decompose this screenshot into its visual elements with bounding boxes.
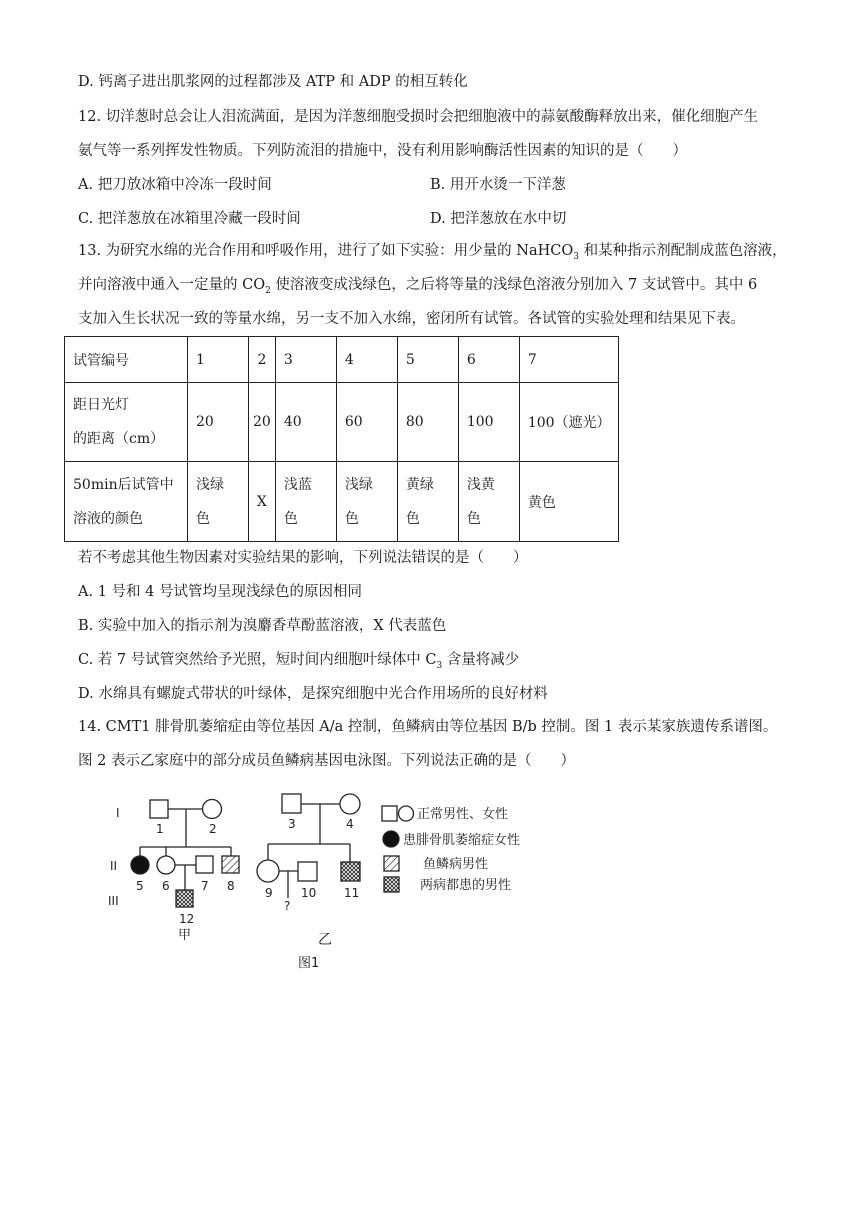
label-6: 6 xyxy=(162,879,170,893)
label-3: 3 xyxy=(288,817,296,831)
table-cell: X xyxy=(249,462,276,542)
individual-7-male xyxy=(196,856,213,873)
table-cell: 20 xyxy=(249,383,276,462)
label-2: 2 xyxy=(209,822,217,836)
legend-normal-text: 正常男性、女性 xyxy=(417,807,509,822)
individual-4-female xyxy=(340,794,360,814)
label-12: 12 xyxy=(179,912,195,926)
label-8: 8 xyxy=(227,879,235,893)
individual-2-female xyxy=(203,800,222,819)
q13-stem-line-2: 并向溶液中通入一定量的 $CO_2$ 使溶液变成浅绿色，之后将等量的浅绿色溶液分别加入 7 支试管中。其中 6 xyxy=(78,277,758,296)
individual-6-female xyxy=(157,856,175,874)
label-4: 4 xyxy=(346,817,354,831)
q11-option-d: D. 钙离子进出肌浆网的过程都涉及 ATP 和 ADP 的相互转化 xyxy=(78,74,468,90)
label-unknown: ? xyxy=(284,899,291,913)
table-cell: 4 xyxy=(336,337,397,383)
experiment-table xyxy=(64,336,619,542)
table-cell: 60 xyxy=(336,383,397,462)
table-cell: 浅绿 色 xyxy=(336,462,397,542)
table-cell: 浅黄 色 xyxy=(458,462,519,542)
legend-affected-female-text: 患腓骨肌萎缩症女性 xyxy=(403,833,521,848)
family-b-label: 乙 xyxy=(318,932,332,948)
legend-both-diseases-male-icon xyxy=(384,877,399,892)
label-5: 5 xyxy=(136,879,144,893)
q12-option-a: A. 把刀放冰箱中冷冻一段时间 xyxy=(78,177,272,193)
legend-ichthyosis-male-icon xyxy=(384,856,399,871)
table-row-tube-number xyxy=(65,337,619,383)
q12-stem-line-2: 氨气等一系列挥发性物质。下列防流泪的措施中，没有利用影响酶活性因素的知识的是（ ） xyxy=(78,143,687,159)
individual-9-female xyxy=(257,860,279,882)
q12-stem-line-1: 12. 切洋葱时总会让人泪流满面，是因为洋葱细胞受损时会把细胞液中的蒜氨酸酶释放出来，催化细胞产生 xyxy=(78,109,759,125)
table-cell: 20 xyxy=(188,383,249,462)
legend-ichthyosis-male-text: 鱼鳞病男性 xyxy=(423,857,489,872)
generation-label-1: I xyxy=(116,806,120,820)
table-cell: 40 xyxy=(275,383,336,462)
q13-question: 若不考虑其他生物因素对实验结果的影响，下列说法错误的是（ ） xyxy=(78,550,528,566)
table-cell: 6 xyxy=(458,337,519,383)
individual-10-male xyxy=(298,862,317,881)
legend-both-diseases-text: 两病都患的男性 xyxy=(420,878,512,893)
q13-option-a: A. 1 号和 4 号试管均呈现浅绿色的原因相同 xyxy=(78,584,362,600)
q13-option-b: B. 实验中加入的指示剂为溴麝香草酚蓝溶液，X 代表蓝色 xyxy=(78,618,447,634)
legend-affected-female-icon xyxy=(383,831,399,847)
pedigree-figure xyxy=(100,786,560,972)
table-cell: 黄绿 色 xyxy=(397,462,458,542)
table-cell: 7 xyxy=(519,337,618,383)
label-11: 11 xyxy=(344,886,360,900)
table-header-tube-number: 试管编号 xyxy=(65,337,188,383)
table-cell: 100（遮光） xyxy=(519,383,618,462)
q13-option-c: C. 若 7 号试管突然给予光照，短时间内细胞叶绿体中 $C_3$ 含量将减少 xyxy=(78,652,520,671)
legend-normal-female-icon xyxy=(399,806,414,821)
individual-1-male xyxy=(150,800,168,818)
label-10: 10 xyxy=(301,886,317,900)
label-7: 7 xyxy=(201,879,209,893)
label-1: 1 xyxy=(156,822,164,836)
q13-option-d: D. 水绵具有螺旋式带状的叶绿体，是探究细胞中光合作用场所的良好材料 xyxy=(78,686,548,702)
individual-8-ichthyosis-male xyxy=(222,856,239,873)
legend-normal-male-icon xyxy=(382,806,397,821)
table-header-distance: 距日光灯 的距离（cm） xyxy=(65,383,188,462)
individual-12-both-diseases-male xyxy=(176,890,193,907)
table-row-color xyxy=(65,462,619,542)
table-cell: 3 xyxy=(275,337,336,383)
generation-label-2: II xyxy=(110,859,118,873)
q14-stem-line-2: 图 2 表示乙家庭中的部分成员鱼鳞病基因电泳图。下列说法正确的是（ ） xyxy=(78,753,575,769)
table-cell: 5 xyxy=(397,337,458,383)
table-cell: 浅绿 色 xyxy=(188,462,249,542)
table-cell: 100 xyxy=(458,383,519,462)
q13-stem-line-3: 支加入生长状况一致的等量水绵，另一支不加入水绵，密闭所有试管。各试管的实验处理和结果见下表。 xyxy=(78,311,745,327)
q14-stem-line-1: 14. CMT1 腓骨肌萎缩症由等位基因 A/a 控制，鱼鳞病由等位基因 B/b 控制。图 1 表示某家族遗传系谱图。 xyxy=(78,719,778,735)
individual-5-affected-female xyxy=(131,856,149,874)
q12-option-c: C. 把洋葱放在冰箱里冷藏一段时间 xyxy=(78,211,301,227)
figure-caption: 图1 xyxy=(298,956,320,971)
table-cell: 浅蓝 色 xyxy=(275,462,336,542)
individual-3-male xyxy=(282,794,301,813)
table-cell: 2 xyxy=(249,337,276,383)
q12-option-b: B. 用开水烫一下洋葱 xyxy=(430,177,566,193)
q12-option-d: D. 把洋葱放在水中切 xyxy=(430,211,567,227)
table-cell: 80 xyxy=(397,383,458,462)
family-a-label: 甲 xyxy=(178,928,192,943)
individual-11-both-diseases-male xyxy=(341,862,360,881)
table-cell: 1 xyxy=(188,337,249,383)
table-cell: 黄色 xyxy=(519,462,618,542)
table-row-distance xyxy=(65,383,619,462)
generation-label-3: III xyxy=(108,894,119,908)
label-9: 9 xyxy=(265,886,273,900)
q13-stem-line-1: 13. 为研究水绵的光合作用和呼吸作用，进行了如下实验：用少量的 NaHCO$_3$ 和某种指示剂配制成蓝色溶液， xyxy=(78,243,787,262)
table-header-color: 50min后试管中 溶液的颜色 xyxy=(65,462,188,542)
